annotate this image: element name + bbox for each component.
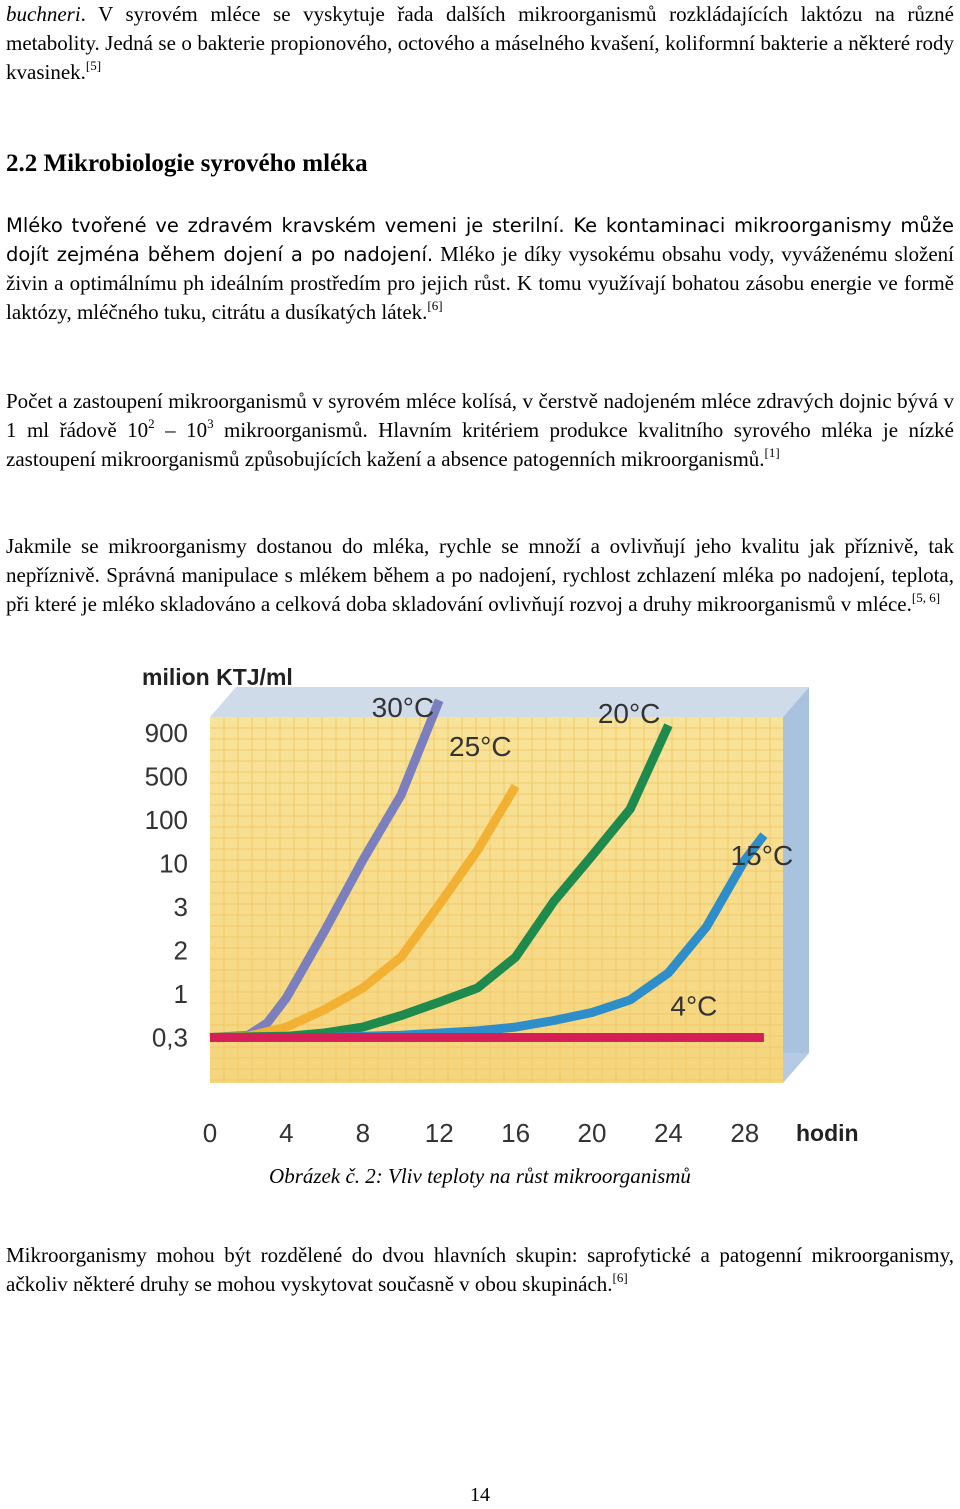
paragraph-4 (6, 1241, 954, 1299)
paragraph-2-text-a: Počet a zastoupení mikroorganismů v syrovém mléce kolísá, v čerstvě nadojeném mléce zdravých dojnic bývá v 1 ml řádově 10 (6, 389, 954, 442)
chart-plot-side (783, 687, 809, 1083)
paragraph-2-text-b: – 10 (154, 418, 208, 442)
y-axis-label: milion KTJ/ml (142, 664, 293, 690)
y-tick-label: 2 (173, 935, 188, 966)
x-tick-label: 8 (355, 1118, 371, 1148)
paragraph-3 (6, 532, 954, 619)
y-tick-label: 100 (144, 805, 188, 835)
series-label: 4°C (670, 990, 718, 1022)
x-tick-label: 28 (730, 1118, 760, 1148)
paragraph-1-sans-text: Mléko tvořené ve zdravém kravském vemeni je sterilní. Ke kontaminaci mikroorganismy může dojít zejména během dojení a po nadojení. (6, 214, 954, 266)
intro-paragraph (6, 0, 954, 87)
citation: [5, 6] (911, 590, 941, 605)
y-tick-label: 3 (173, 892, 188, 922)
x-tick-label: 0 (202, 1118, 218, 1148)
y-tick-label: 900 (144, 718, 188, 748)
x-tick-label: 12 (424, 1118, 454, 1148)
paragraph-2-text-c: mikroorganismů. Hlavním kritériem produkce kvalitního syrového mléka je nízké zastoupení mikroorganismů způsobujících kažení a absence patogenních mikroorganismů. (6, 418, 955, 471)
y-tick-label: 1 (173, 979, 188, 1009)
x-tick-label: 16 (501, 1118, 531, 1148)
series-label: 15°C (730, 840, 794, 872)
x-tick-labels (203, 1118, 759, 1148)
page-number: 14 (470, 1484, 490, 1506)
exponent: 2 (148, 416, 155, 431)
paragraph-4-text: Mikroorganismy mohou být rozdělené do dvou hlavních skupin: saprofytické a patogenní mikroorganismy, ačkoliv některé druhy se mohou vyskytovat současně v obou skupinách. (6, 1243, 954, 1296)
x-axis-label: hodin (796, 1120, 859, 1146)
series-label: 25°C (449, 731, 512, 763)
chart-plot-top (210, 687, 809, 717)
paragraph-1-text: Mléko je díky vysokému obsahu vody, vyváženému složení živin a optimálnímu ph ideálním prostředím pro jejich růst. K tomu využívají bohatou zásobu energie ve formě laktózy, mléčného tuku, citrátu a dusíkatých látek. (6, 242, 954, 324)
y-tick-labels (145, 718, 188, 1053)
italic-word: buchneri (6, 2, 81, 26)
y-tick-label: 10 (159, 848, 188, 879)
x-tick-label: 20 (577, 1118, 607, 1148)
intro-text: . V syrovém mléce se vyskytuje řada dalších mikroorganismů rozkládajících laktózu na různé metabolity. Jedná se o bakterie propionového, octového a máselného kvašení, koliformní bakterie a některé rody kvasinek. (6, 2, 954, 84)
growth-chart (132, 655, 859, 1150)
paragraph-2 (6, 387, 954, 474)
paragraph-1 (6, 211, 954, 327)
figure-caption: Obrázek č. 2: Vliv teploty na růst mikroorganismů (269, 1164, 691, 1188)
series-label: 30°C (371, 692, 435, 723)
paragraph-3-text: Jakmile se mikroorganismy dostanou do mléka, rychle se množí a ovlivňují jeho kvalitu jak příznivě, tak nepříznivě. Správná manipulace s mlékem během a po nadojení, rychlost zchlazení mléka po nadojení, teplota, při které je mléko skladováno a celková doba skladování ovlivňují rozvoj a druhy mikroorganismů v mléce. (6, 534, 954, 616)
citation: [5] (85, 58, 102, 73)
x-tick-label: 24 (653, 1118, 683, 1148)
citation: [1] (764, 445, 780, 460)
series-label: 20°C (597, 698, 661, 729)
x-tick-label: 4 (279, 1118, 294, 1148)
citation: [6] (612, 1270, 628, 1285)
y-tick-label: 500 (144, 761, 188, 792)
exponent: 3 (207, 416, 214, 431)
section-heading: 2.2 Mikrobiologie syrového mléka (6, 150, 368, 177)
y-tick-label: 0,3 (151, 1022, 188, 1053)
citation: [6] (427, 298, 443, 313)
